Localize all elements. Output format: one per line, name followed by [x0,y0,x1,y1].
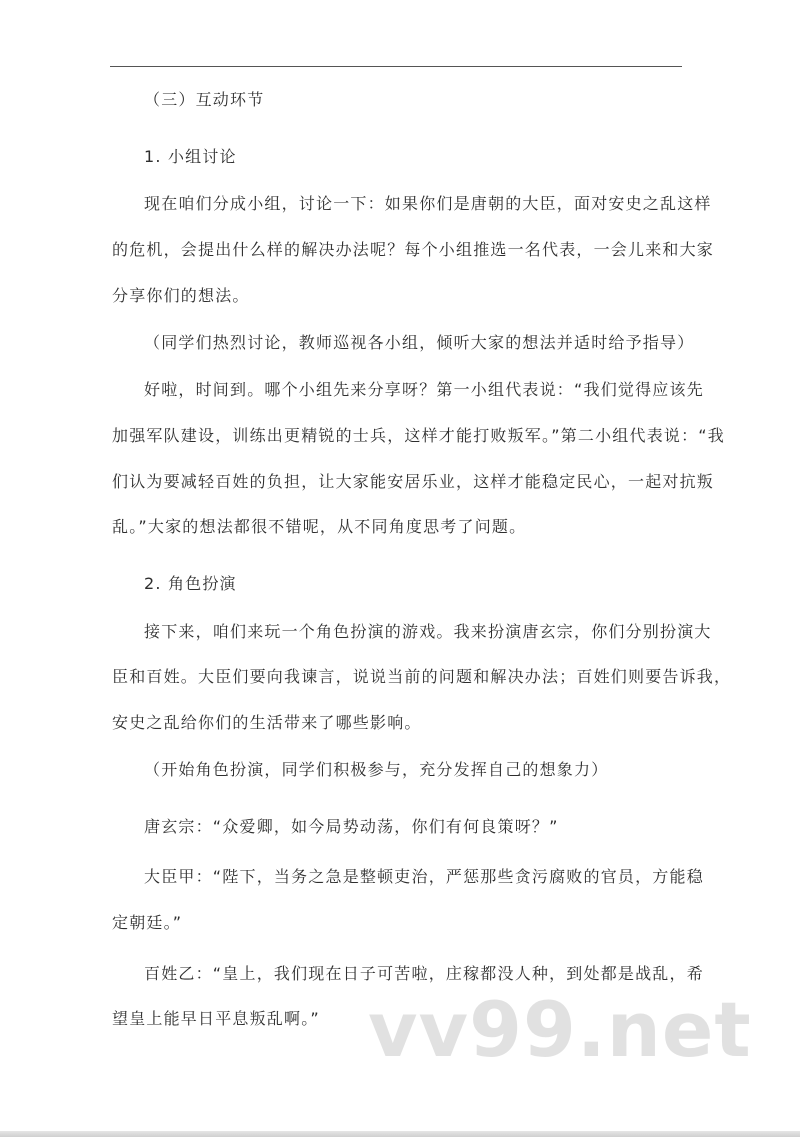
paragraph-line: 分享你们的想法。 [112,286,250,305]
paragraph-line: 臣和百姓。大臣们要向我谏言，说说当前的问题和解决办法；百姓们则要告诉我， [112,667,732,686]
section-heading: （三）互动环节 [144,90,265,109]
dialogue-line: 望皇上能早日平息叛乱啊。” [112,1009,320,1028]
page-bottom-edge [0,1131,800,1137]
paragraph-line: 们认为要减轻百姓的负担，让大家能安居乐业，这样才能稳定民心，一起对抗叛 [112,472,715,491]
paragraph-line: 加强军队建设，训练出更精锐的士兵，这样才能打败叛军。”第二小组代表说：“我 [112,426,725,445]
paragraph-line: 好啦，时间到。哪个小组先来分享呀？第一小组代表说：“我们觉得应该先 [144,380,704,399]
dialogue-line: 大臣甲：“陛下，当务之急是整顿吏治，严惩那些贪污腐败的官员，方能稳 [144,867,704,886]
dialogue-line: 百姓乙：“皇上，我们现在日子可苦啦，庄稼都没人种，到处都是战乱，希 [144,964,704,983]
paragraph-line: 乱。”大家的想法都很不错呢，从不同角度思考了问题。 [112,517,527,536]
subsection-title-2: 2. 角色扮演 [144,574,237,593]
stage-note: （开始角色扮演，同学们积极参与，充分发挥自己的想象力） [144,760,609,779]
watermark: vv99.net [368,985,752,1074]
dialogue-line: 定朝廷。” [112,913,183,932]
paragraph-line: 现在咱们分成小组，讨论一下：如果你们是唐朝的大臣，面对安史之乱这样 [144,194,712,213]
dialogue-line: 唐玄宗：“众爱卿，如今局势动荡，你们有何良策呀？” [144,817,559,836]
header-rule [110,66,682,67]
stage-note: （同学们热烈讨论，教师巡视各小组，倾听大家的想法并适时给予指导） [144,333,695,352]
paragraph-line: 的危机，会提出什么样的解决办法呢？每个小组推选一名代表，一会儿来和大家 [112,240,715,259]
paragraph-line: 接下来，咱们来玩一个角色扮演的游戏。我来扮演唐玄宗，你们分别扮演大 [144,622,712,641]
subsection-title-1: 1. 小组讨论 [144,147,237,166]
paragraph-line: 安史之乱给你们的生活带来了哪些影响。 [112,713,422,732]
